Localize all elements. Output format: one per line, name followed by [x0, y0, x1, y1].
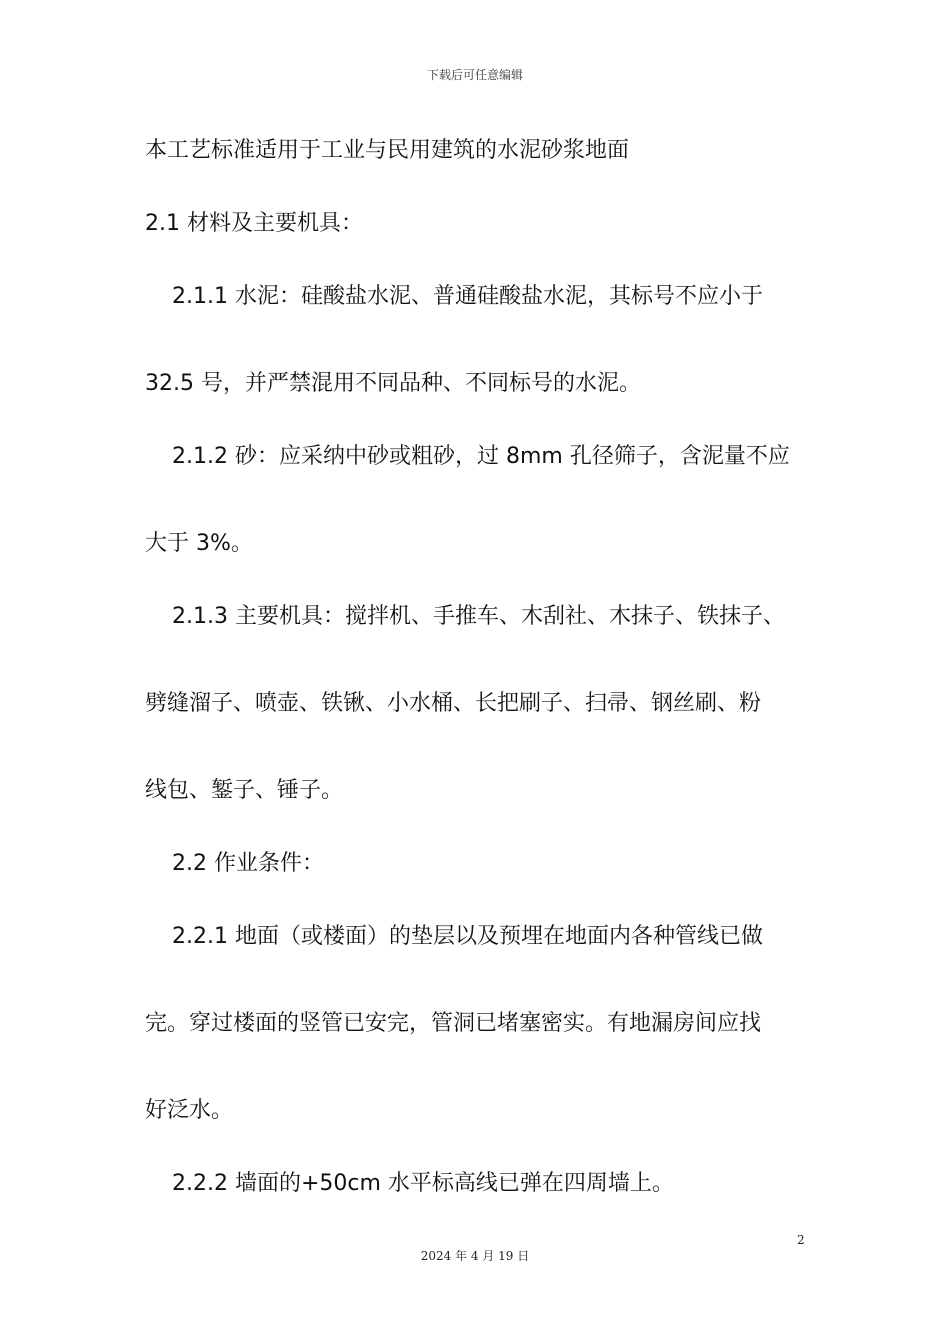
page-number: 2 [797, 1233, 805, 1247]
body-line-2-2-1: 2.2.1 地面（或楼面）的垫层以及预埋在地面内各种管线已做 [172, 924, 763, 949]
body-line-2-1-1: 2.1.1 水泥：硅酸盐水泥、普通硅酸盐水泥，其标号不应小于 [172, 284, 763, 309]
body-line-2-2-1-cont-2: 好泛水。 [145, 1098, 234, 1123]
body-line-1: 本工艺标准适用于工业与民用建筑的水泥砂浆地面 [145, 138, 630, 163]
body-line-2-2-2: 2.2.2 墙面的+50cm 水平标高线已弹在四周墙上。 [172, 1171, 674, 1196]
page-footer-date: 2024 年 4 月 19 日 [420, 1249, 530, 1263]
page-header: 下载后可任意编辑 [426, 68, 523, 82]
body-line-2-1-3-cont-2: 线包、錾子、锤子。 [145, 778, 344, 803]
body-line-2-1-3-cont-1: 劈缝溜子、喷壶、铁锹、小水桶、长把刷子、扫帚、钢丝刷、粉 [145, 691, 762, 716]
section-heading-2-2: 2.2 作业条件： [172, 851, 324, 876]
body-line-2-2-1-cont-1: 完。穿过楼面的竖管已安完，管洞已堵塞密实。有地漏房间应找 [145, 1011, 762, 1036]
body-line-2-1-1-cont: 32.5 号，并严禁混用不同品种、不同标号的水泥。 [145, 371, 641, 396]
body-line-2-1-3: 2.1.3 主要机具：搅拌机、手推车、木刮社、木抹子、铁抹子、 [172, 604, 785, 629]
body-line-2-1-2: 2.1.2 砂：应采纳中砂或粗砂，过 8mm 孔径筛子，含泥量不应 [172, 444, 790, 469]
body-line-2-1-2-cont: 大于 3%。 [145, 531, 253, 556]
section-heading-2-1: 2.1 材料及主要机具： [145, 211, 363, 236]
